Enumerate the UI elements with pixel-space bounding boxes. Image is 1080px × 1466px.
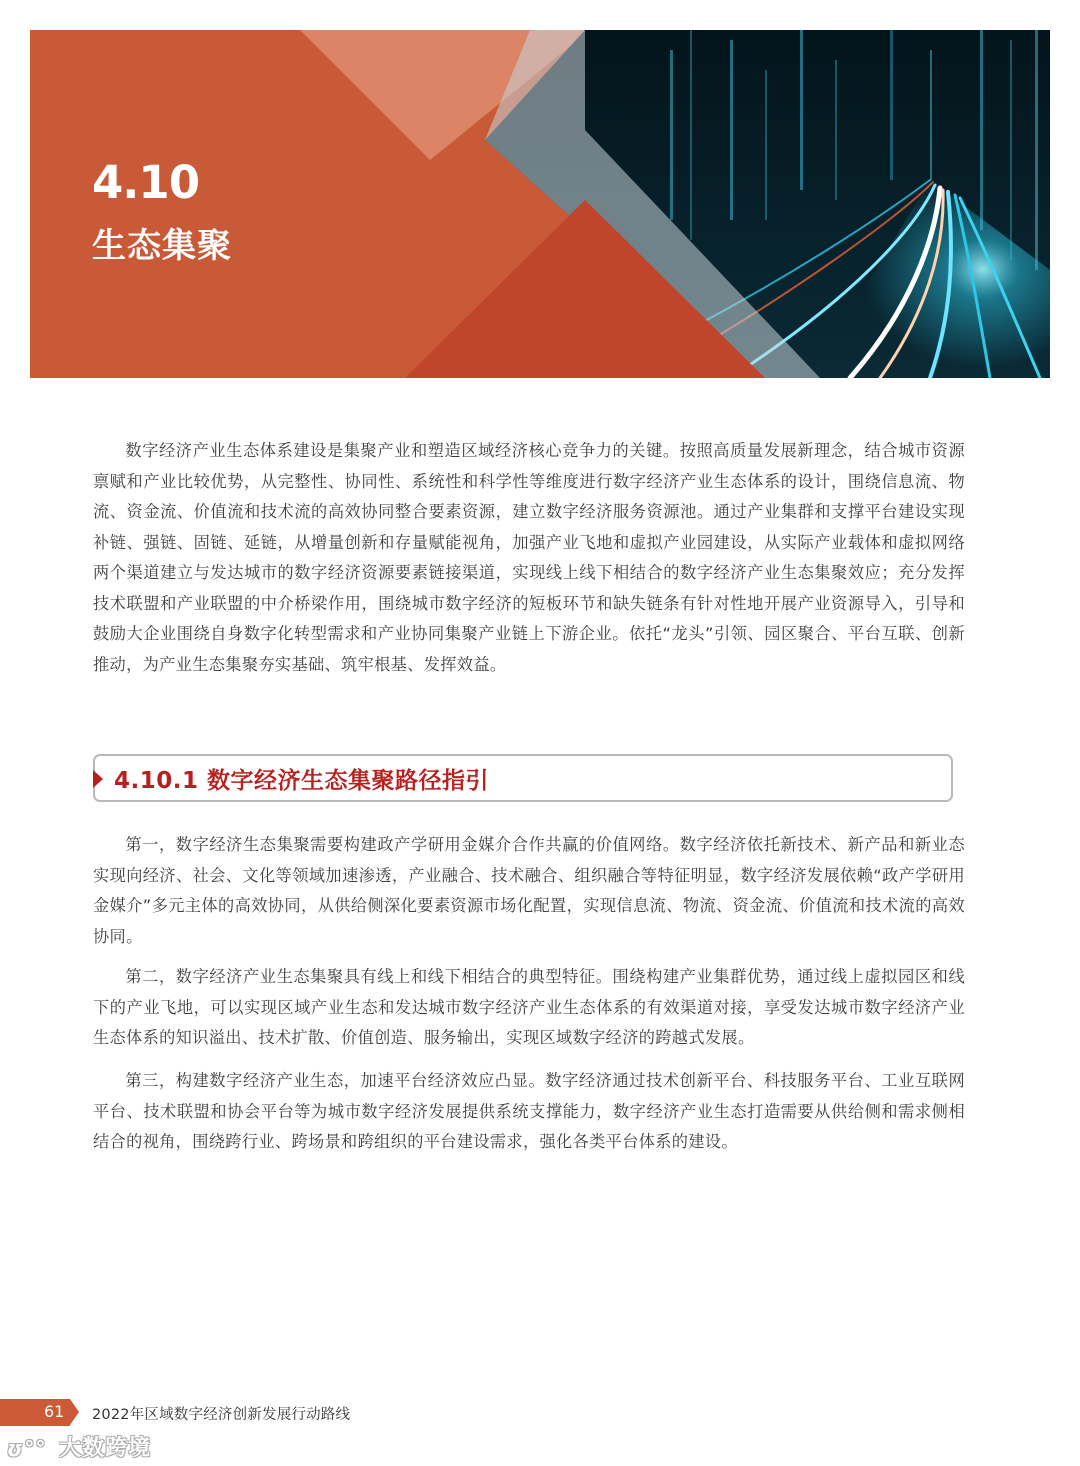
chapter-number: 4.10 [92, 156, 200, 209]
page-number-tab-arrow [70, 1399, 79, 1425]
watermark-text: 大数跨境 [59, 1436, 152, 1461]
watermark [8, 1431, 151, 1462]
triangle-marker-icon [93, 770, 103, 788]
body-paragraph-1: 第一，数字经济生态集聚需要构建政产学研用金媒介合作共赢的价值网络。数字经济依托新技术、新产品和新业态实现向经济、社会、文化等领域加速渗透，产业融合、技术融合、组织融合等特征明显，数字经济发展依赖“政产学研用金媒介”多元主体的高效协同，从供给侧深化要素资源市场化配置，实现信息流、物流、资金流、价值流和技术流的高效协同。 [93, 835, 965, 946]
subsection-heading-box [93, 754, 953, 802]
chapter-banner [30, 30, 1050, 378]
subsection-title: 4.10.1 数字经济生态集聚路径指引 [114, 768, 489, 794]
footer-document-title: 2022年区域数字经济创新发展行动路线 [92, 1407, 351, 1423]
intro-paragraph: 数字经济产业生态体系建设是集聚产业和塑造区域经济核心竞争力的关键。按照高质量发展新理念，结合城市资源禀赋和产业比较优势，从完整性、协同性、系统性和科学性等维度进行数字经济产业生态体系的设计，围绕信息流、物流、资金流、价值流和技术流的高效协同整合要素资源，建立数字经济服务资源池。通过产业集群和支撑平台建设实现补链、强链、固链、延链，从增量创新和存量赋能视角，加强产业飞地和虚拟产业园建设，从实际产业载体和虚拟网络两个渠道建立与发达城市的数字经济资源要素链接渠道，实现线上线下相结合的数字经济产业生态集聚效应；充分发挥技术联盟和产业联盟的中介桥梁作用，围绕城市数字经济的短板环节和缺失链条有针对性地开展产业资源导入，引导和鼓励大企业围绕自身数字化转型需求和产业协同集聚产业链上下游企业。依托“龙头”引领、园区聚合、平台互联、创新推动，为产业生态集聚夯实基础、筑牢根基、发挥效益。 [93, 441, 965, 674]
chapter-title: 生态集聚 [92, 226, 232, 266]
watermark-logo-icon: ʊ°° [8, 1436, 47, 1460]
body-paragraph-3: 第三，构建数字经济产业生态，加速平台经济效应凸显。数字经济通过技术创新平台、科技服务平台、工业互联网平台、技术联盟和协会平台等为城市数字经济发展提供系统支撑能力，数字经济产业生态打造需要从供给侧和需求侧相结合的视角，围绕跨行业、跨场景和跨组织的平台建设需求，强化各类平台体系的建设。 [93, 1071, 965, 1151]
body-paragraph-2: 第二，数字经济产业生态集聚具有线上和线下相结合的典型特征。围绕构建产业集群优势，通过线上虚拟园区和线下的产业飞地，可以实现区域产业生态和发达城市数字经济产业生态体系的有效渠道对接，享受发达城市数字经济产业生态体系的知识溢出、技术扩散、价值创造、服务输出，实现区域数字经济的跨越式发展。 [93, 967, 965, 1047]
page-number: 61 [44, 1402, 65, 1421]
